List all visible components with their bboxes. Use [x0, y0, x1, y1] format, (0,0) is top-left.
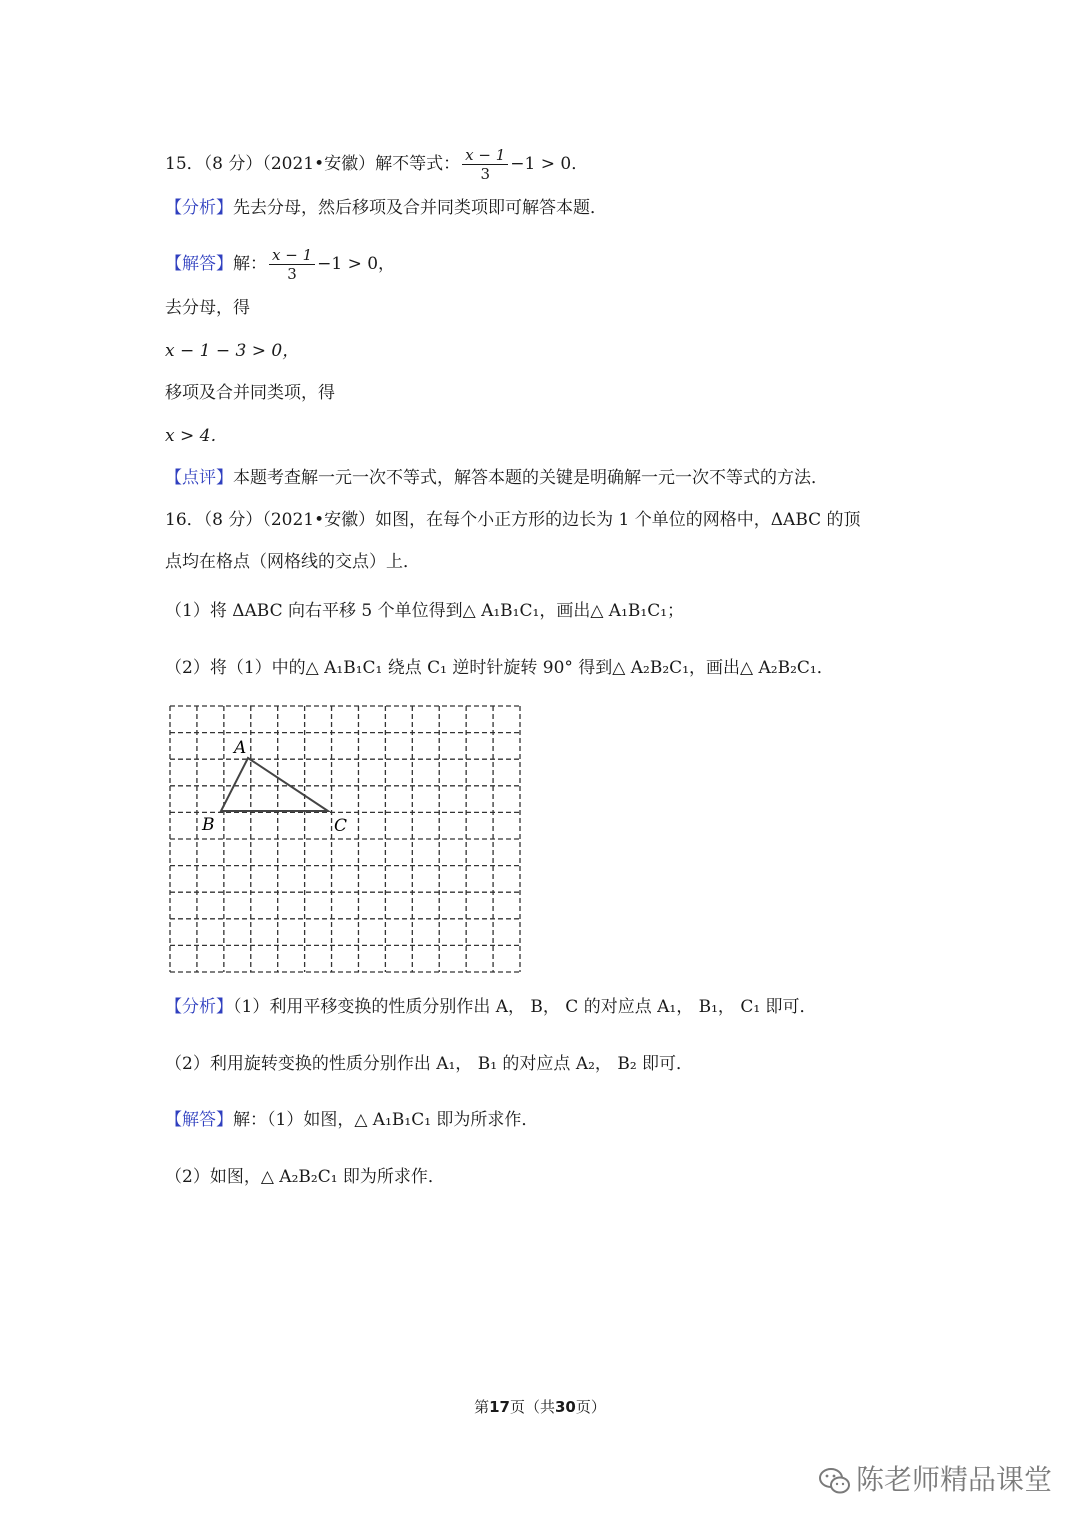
triangle-abc — [221, 758, 328, 811]
q15-step: x > 4． — [165, 426, 228, 446]
q16-part1: （1）将 ΔABC 向右平移 5 个单位得到△ A₁B₁C₁，画出△ A₁B₁C₁； — [165, 601, 685, 621]
q16-answer-line2: （2）如图，△ A₂B₂C₁ 即为所求作． — [165, 1167, 445, 1187]
q15-answer-fraction: $\frac{x - 1}{3}$ — [269, 246, 315, 283]
watermark — [818, 1458, 1052, 1498]
q15-step: x − 1 − 3 > 0， — [165, 341, 300, 361]
q15-step: 移项及合并同类项，得 — [165, 383, 335, 403]
page-footer: 第17页（共30页） — [474, 1398, 606, 1416]
wechat-icon — [818, 1466, 852, 1496]
q16-analysis-line2: （2）利用旋转变换的性质分别作出 A₁， B₁ 的对应点 A₂， B₂ 即可． — [165, 1054, 694, 1074]
q15-step: 去分母，得 — [165, 298, 250, 318]
q16-statement-line1: 16．（8 分）（2021•安徽）如图，在每个小正方形的边长为 1 个单位的网格中，ΔABC 的顶 — [165, 510, 861, 530]
vertex-label-b: B — [202, 815, 215, 835]
q15-fraction: $\frac{x - 1}{3}$ — [462, 146, 508, 183]
q16-part2: （2）将（1）中的△ A₁B₁C₁ 绕点 C₁ 逆时针旋转 90° 得到△ A₂B₂C₁，画出△ A₂B₂C₁． — [165, 658, 834, 678]
watermark-text: 陈老师精品课堂 — [856, 1463, 1053, 1496]
q15-answer: 【解答】解： $\frac{x - 1}{3}$ −1 > 0， — [165, 246, 396, 283]
vertex-label-a: A — [234, 738, 247, 758]
q16-statement-line2: 点均在格点（网格线的交点）上． — [165, 552, 420, 572]
q16-analysis-line1: 【分析】（1）利用平移变换的性质分别作出 A， B， C 的对应点 A₁， B₁， C₁ 即可． — [165, 997, 817, 1017]
q15-analysis: 【分析】先去分母，然后移项及合并同类项即可解答本题． — [165, 198, 607, 218]
q15-header: 15．（8 分）（2021•安徽）解不等式： $\frac{x - 1}{3}$ −1 > 0． — [165, 146, 589, 183]
vertex-label-c: C — [334, 816, 348, 836]
q15-comment: 【点评】本题考查解一元一次不等式，解答本题的关键是明确解一元一次不等式的方法． — [165, 468, 828, 488]
q16-answer-line1: 【解答】解：（1）如图，△ A₁B₁C₁ 即为所求作． — [165, 1110, 539, 1130]
grid-figure — [168, 704, 522, 974]
